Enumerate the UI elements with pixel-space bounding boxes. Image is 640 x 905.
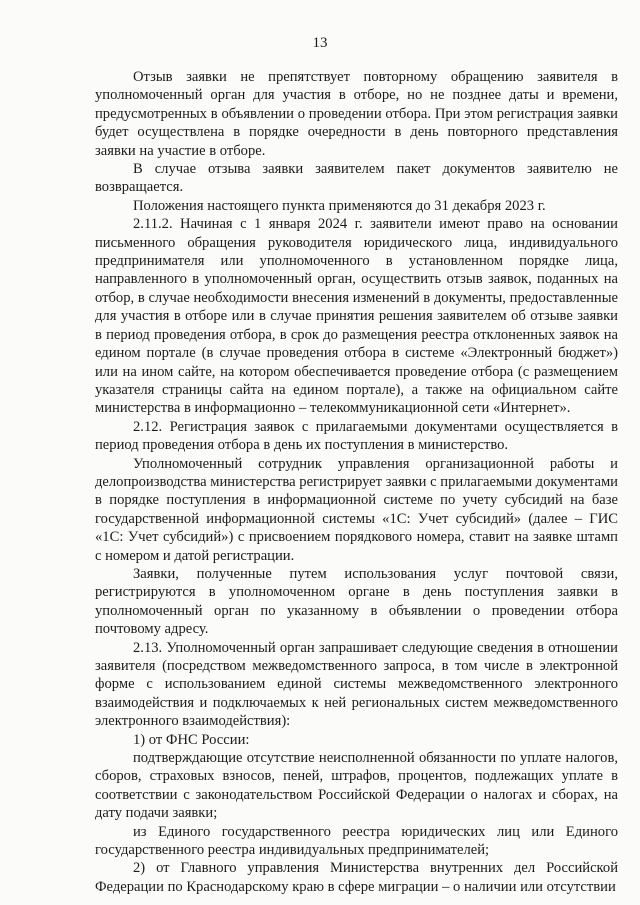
paragraph-state-registry: из Единого государственного реестра юридических лиц или Единого государственного реестра индивидуальных предпринимателей;	[95, 823, 618, 859]
paragraph-mvd-migration: 2) от Главного управления Министерства внутренних дел Российской Федерации по Краснодарскому краю в сфере миграции – о наличии или отсутствии	[95, 860, 618, 895]
paragraph-documents-not-returned: В случае отзыва заявки заявителем пакет документов заявителю не возвращается.	[95, 161, 618, 196]
paragraph-applicability-2023: Положения настоящего пункта применяются до 31 декабря 2023 г.	[133, 197, 546, 214]
paragraph-registration-1c: Уполномоченный сотрудник управления организационной работы и делопроизводства министерства регистрирует заявки с прилагаемыми документами в порядке поступления в информационной системе по учету субсидий на базе государственной информационной системы «1С: Учет субсидий» (далее – ГИС «1С: Учет субсидий») с присвоением порядкового номера, ставит на заявке штамп с номером и датой регистрации.	[95, 455, 618, 564]
paragraph-fns-heading: 1) от ФНС России:	[133, 731, 250, 748]
paragraph-withdrawal-note: Отзыв заявки не препятствует повторному обращению заявителя в уполномоченный орган для участия в отборе, но не позднее даты и времени, предусмотренных в объявлении о проведении отбора. При этом регистрация заявки будет осуществлена в порядке очередности в день повторного представления заявки на участие в отборе.	[95, 69, 618, 159]
document-body	[95, 68, 618, 896]
paragraph-tax-obligations: подтверждающие отсутствие неисполненной обязанности по уплате налогов, сборов, страховых взносов, пеней, штрафов, процентов, подлежащих уплате в соответствии с законодательством Российской Федерации о налогах и сборах, на дату подачи заявки;	[95, 750, 618, 822]
paragraph-2-12: 2.12. Регистрация заявок с прилагаемыми документами осуществляется в период проведения отбора в день их поступления в министерство.	[95, 418, 618, 454]
paragraph-2-13: 2.13. Уполномоченный орган запрашивает следующие сведения в отношении заявителя (посредством межведомственного запроса, в том числе в электронной форме с использованием единой системы межведомственного электронного взаимодействия и подключаемых к ней региональных систем межведомственного электронного взаимодействия):	[95, 639, 618, 730]
page-number: 13	[312, 35, 328, 51]
paragraph-2-11-2: 2.11.2. Начиная с 1 января 2024 г. заявители имеют право на основании письменного обращения руководителя юридического лица, индивидуального предпринимателя или уполномоченного в установленном порядке лица, направленного в уполномоченный орган, осуществить отзыв заявок, поданных на отбор, в случае необходимости внесения изменений в документы, предоставленные для участия в отборе или в случае принятия решения заявителем об отзыве заявки в период проведения отбора, в срок до размещения реестра отклоненных заявок на едином портале (в случае проведения отбора в системе «Электронный бюджет») или на ином сайте, на котором обеспечивается проведение отбора (с размещением указателя страницы сайта на едином портале), а также на официальном сайте министерства в информационно – телекоммуникационной сети «Интернет».	[95, 216, 618, 417]
paragraph-postal-applications: Заявки, полученные путем использования услуг почтовой связи, регистрируются в уполномоченном органе в день поступления заявки в уполномоченный орган по указанному в объявлении о проведении отбора почтовому адресу.	[95, 565, 618, 638]
